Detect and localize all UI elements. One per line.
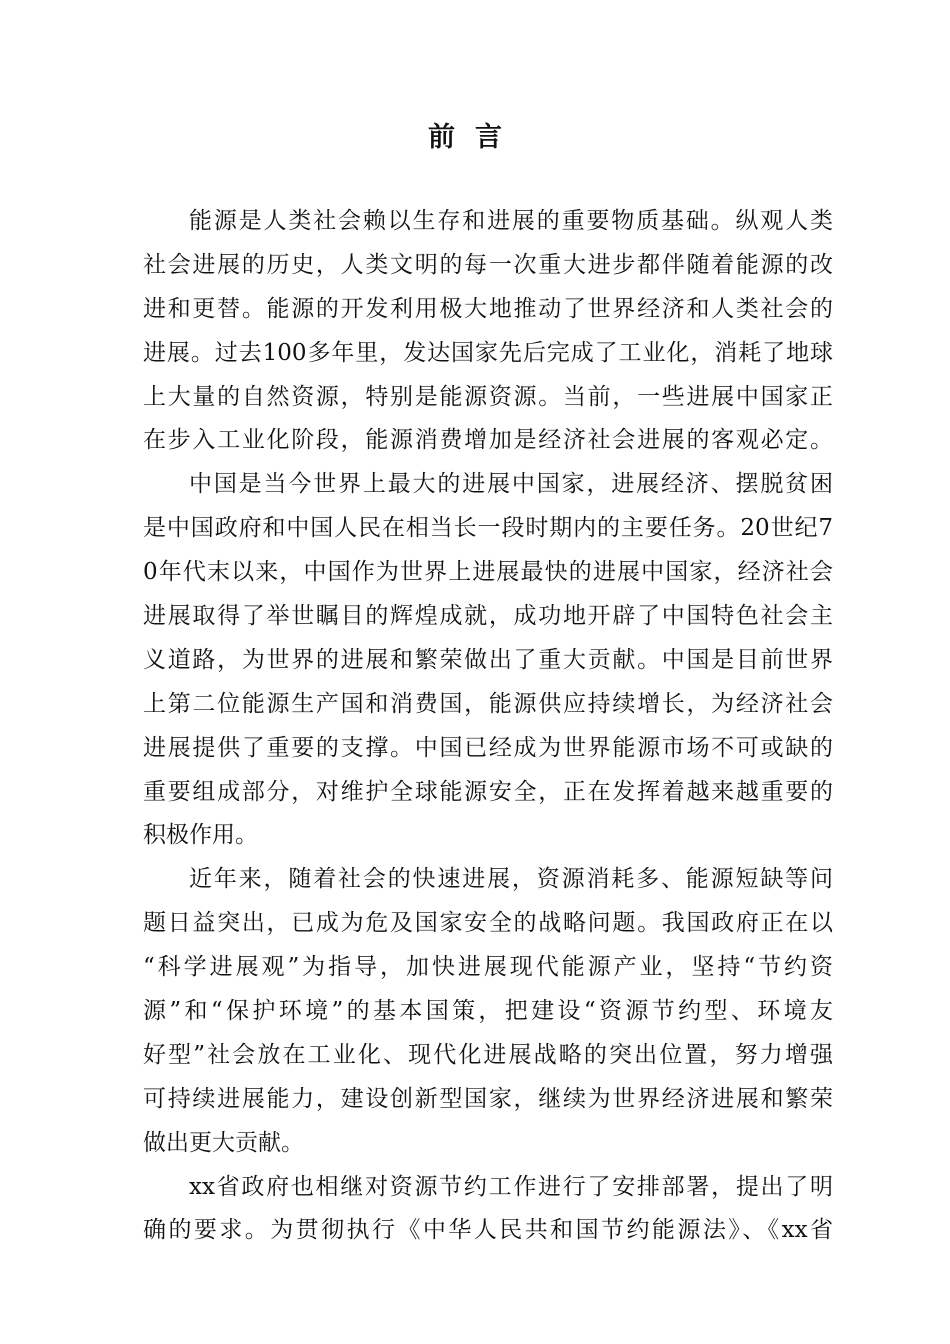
text-line: 进展提供了重要的支撑。中国已经成为世界能源市场不可或缺的 — [143, 734, 833, 761]
text-line: 在步入工业化阶段，能源消费增加是经济社会进展的客观必定。 — [143, 427, 833, 454]
text-line: 做出更大贡献。 — [143, 1129, 304, 1156]
text-line: 进展取得了举世瞩目的辉煌成就，成功地开辟了中国特色社会主 — [143, 603, 833, 630]
text-line: 源”和“保护环境”的基本国策，把建设“资源节约型、环境友 — [143, 998, 833, 1025]
body-text — [143, 200, 833, 1253]
text-line: 上第二位能源生产国和消费国，能源供应持续增长，为经济社会 — [143, 690, 833, 717]
text-line: 是中国政府和中国人民在相当长一段时期内的主要任务。20世纪7 — [143, 515, 833, 542]
text-line: 义道路，为世界的进展和繁荣做出了重大贡献。中国是目前世界 — [143, 646, 833, 673]
text-line: 好型”社会放在工业化、现代化进展战略的突出位置，努力增强 — [143, 1041, 833, 1068]
text-line: 0年代末以来，中国作为世界上进展最快的进展中国家，经济社会 — [143, 559, 833, 586]
text-line: 中国是当今世界上最大的进展中国家，进展经济、摆脱贫困 — [189, 471, 833, 498]
text-line: “科学进展观”为指导，加快进展现代能源产业，坚持“节约资 — [143, 954, 833, 981]
text-line: 社会进展的历史，人类文明的每一次重大进步都伴随着能源的改 — [143, 251, 833, 278]
text-line: 题日益突出，已成为危及国家安全的战略问题。我国政府正在以 — [143, 910, 833, 937]
page-title: 前言 — [428, 122, 522, 153]
text-line: 进和更替。能源的开发利用极大地推动了世界经济和人类社会的 — [143, 295, 833, 322]
text-line: 上大量的自然资源，特别是能源资源。当前，一些进展中国家正 — [143, 383, 833, 410]
text-line: 近年来，随着社会的快速进展，资源消耗多、能源短缺等问 — [189, 866, 833, 893]
text-line: 能源是人类社会赖以生存和进展的重要物质基础。纵观人类 — [189, 208, 833, 234]
text-line: 进展。过去100多年里，发达国家先后完成了工业化，消耗了地球 — [143, 339, 833, 366]
text-line: 可持续进展能力，建设创新型国家，继续为世界经济进展和繁荣 — [143, 1085, 833, 1112]
text-line: xx省政府也相继对资源节约工作进行了安排部署，提出了明 — [189, 1173, 833, 1200]
text-line: 确的要求。为贯彻执行《中华人民共和国节约能源法》、《xx省 — [143, 1217, 833, 1244]
text-line: 重要组成部分，对维护全球能源安全，正在发挥着越来越重要的 — [143, 778, 833, 805]
text-line: 积极作用。 — [143, 822, 258, 849]
